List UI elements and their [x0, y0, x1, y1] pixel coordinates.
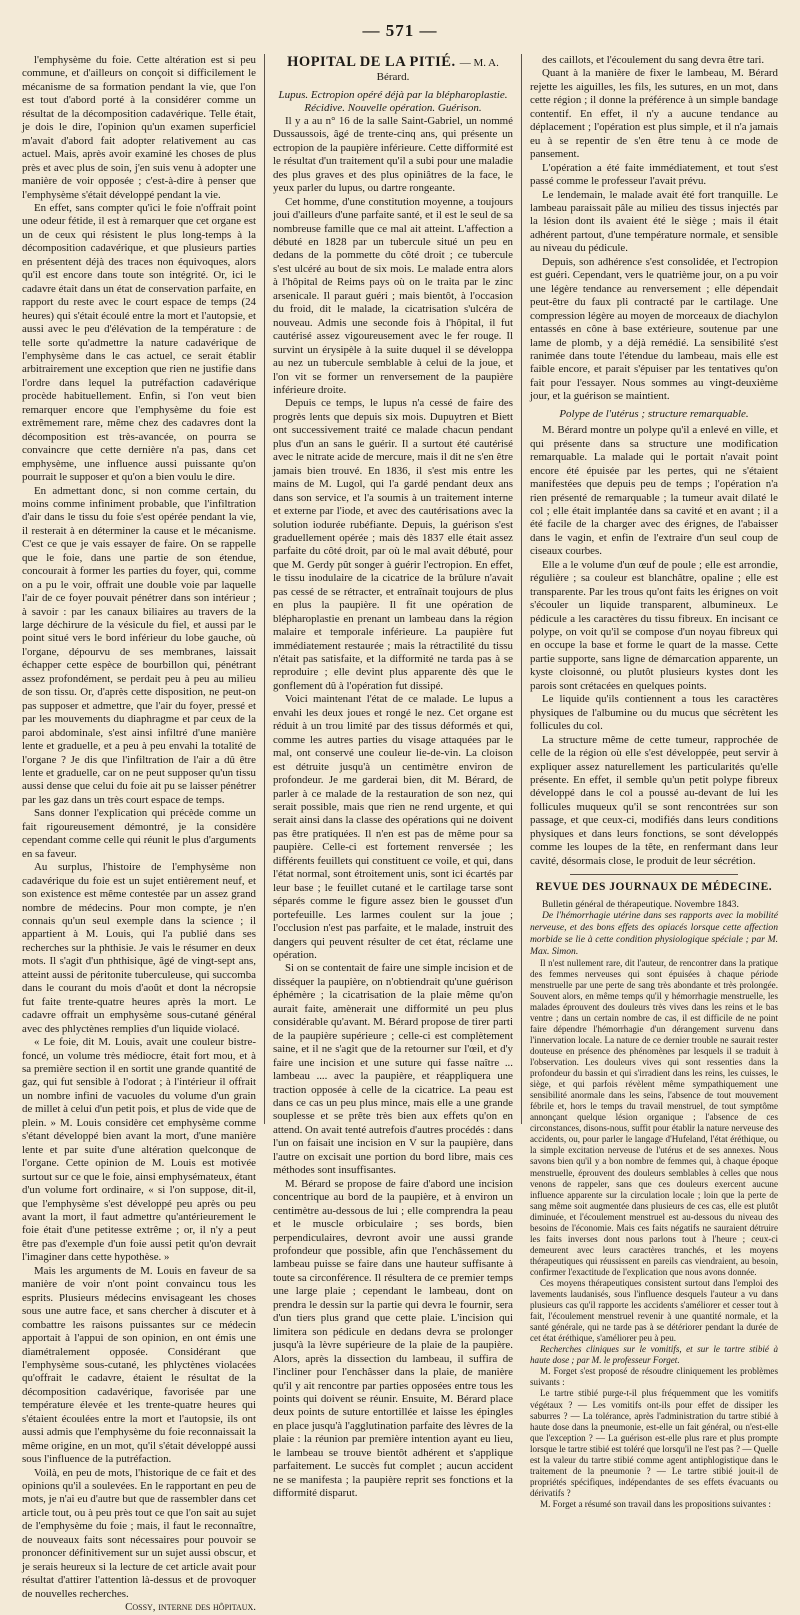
paragraph: Mais les arguments de M. Louis en faveur de sa manière de voir n'ont point convaincu tous les esprits. Plusieurs médecins envisageant les choses sous une autre face, et sans chercher à discuter et à combattre les raisons puissantes sur ce médecin apportait à l'appui de son opinion, en ont émis une diamétralement opposée. Considérant que l'emphysème sous-cutané, les phlyctènes violacées qu'offrait le cadavre, étaient le résultat de la décomposition cadavérique, favorisée par une température élevée et les trente-quatre heures qui s'étaient écoulées entre la mort et l'autopsie, ils ont aussi admis que l'emphysème du foie reconnaissait la même origine, en un mot, qu'il s'était développé aussi sous l'influence de la putréfaction.	[22, 1264, 256, 1466]
column-left	[14, 54, 264, 1614]
column-middle	[264, 54, 522, 1500]
paragraph: En admettant donc, si non comme certain, du moins comme infiniment probable, que l'infiltration d'air dans le tissu du foie s'est opérée pendant la vie, il resterait à en déterminer la cause et le mécanisme. C'est ce que je vais essayer de faire. On se rappelle que le foie, dans une partie de son étendue, concourait à former les parties du foyer, qui, comme on a pu le voir, offrait une double voie par laquelle l'air de ce foyer pouvait pénétrer dans son intérieur ; à savoir : par les canaux biliaires au travers de la large déchirure de la vésicule du fiel, et aussi par le point situé vers le bord inférieur du lobe gauche, où l'organe, dépourvu de ses membranes, laissait échapper cette espèce de bourbillon qui, pénétrant assez profondément, se perdait peu à peu au milieu de son tissu. Or, d'après cette disposition, ne peut-on pas supposer et admettre, que l'air du foyer, pressé et par les mouvements du diaphragme et par ceux de la paroi abdominale, s'est ainsi infiltré d'une manière lente et graduelle, et a peu à peu envahi la totalité de l'organe ? Je dis que l'infiltration de l'air a dû être lente et graduelle, car on ne peut supposer qu'un tissu aussi dense que celui du foie ait pu se laisser pénétrer par les gaz dans un très court espace de temps.	[22, 484, 256, 806]
paragraph: M. Bérard montre un polype qu'il a enlevé en ville, et qui présente dans sa structure une modification remarquable. La malade qui le portait n'avait point encore été épuisée par les pertes, qui ne s'étaient manifestées que depuis peu de temps ; l'opération n'a rien présenté de remarquable ; la tumeur avait dilaté le col ; elle était implantée dans sa cavité et en avant ; il a été facile de la charger avec des érignes, de l'abaisser dans le vagin, et enfin de l'extraire d'un seul coup de ciseaux courbes.	[530, 424, 778, 558]
paragraph: Il y a au n° 16 de la salle Saint-Gabriel, un nommé Dussaussois, âgé de trente-cinq ans, qui présente un ectropion de la paupière inférieure. Cette difformité est le résultat d'un traitement qu'il a subi pour une maladie des plus graves et des plus opiniâtres de la face, le yeux parler du lupus, ou dartre rongeante.	[273, 114, 513, 195]
paragraph: l'emphysème du foie. Cette altération est si peu commune, et d'ailleurs on conçoit si difficilement le mécanisme de sa formation pendant la vie, que l'on est tout d'abord porté à la considérer comme un résultat de la décomposition cadavérique. Telle était, je dois le dire, l'opinion qu'un examen superficiel m'avait d'abord fait adopter relativement au cas actuel. Mais, après avoir examiné les choses de plus près et avec plus de soin, j'en suis venu à adopter une manière de voir opposée ; c'est-à-dire à penser que l'emphysème s'était développé pendant la vie.	[22, 54, 256, 201]
bulletin-subtitle: De l'hémorrhagie utérine dans ses rapports avec la mobilité nerveuse, et des bons effets des opiacés lorsque cette affection morbide se lie à cette condition physiologique spéciale ; par M. Max. Simon.	[530, 910, 778, 957]
paragraph: Depuis ce temps, le lupus n'a cessé de faire des progrès lents que depuis six mois. Dupuytren et Biett ont successivement traité ce malade chacun pendant plus d'un an sans le guérir. Il a surtout été cautérisé avec le nitrate acide de mercure, mais il dit ne s'en être jamais bien trouvé. En 1836, il s'est mis entre les mains de M. Lugol, qui l'a gardé pendant deux ans dans son service, et l'a soumis à un traitement interne et externe par l'iode, et avec des cautérisations avec la solution iodurée rubéfiante. Depuis, la guérison s'est graduellement opérée ; mais dès 1837 elle était assez parfaite du côté droit, par où le mal avait débuté, pour que M. Gerdy pût songer à guérir l'ectropion. En effet, le tissu inodulaire de la cicatrice de la brûlure n'avait pas cessé de se rétracter, et entraînait toujours de plus en plus la paupière. Il fit une opération de blépharoplastie en prenant un lambeau dans la région malaire et temporale inférieure. La paupière fut immédiatement restaurée ; mais la rétractilité du tissu n'était pas satisfaite, et la difformité ne tarda pas à se reproduire ; elle devint plus apparente dès que le gonflement dû à l'opération fut dissipé.	[273, 397, 513, 692]
paragraph: Le tartre stibié purge-t-il plus fréquemment que les vomitifs végétaux ? — Les vomitifs ont-ils pour effet de dissiper les saburres ? — La tolérance, après l'administration du tartre stibié à haute dose dans la pneumonie, est-elle un fait général, ou n'est-elle que l'exception ? — La guérison est-elle plus rare et plus prompte lorsque le tartre stibié est toléré que lorsqu'il ne l'est pas ? — Quelle est la valeur du tartre stibié comme agent antiphlogistique dans le traitement de la pneumonie ? — Le tartre stibié jouit-il de propriétés spécifiques, indépendantes de ses effets évacuants ou dérivatifs ?	[530, 1388, 778, 1498]
paragraph: Si on se contentait de faire une simple incision et de disséquer la paupière, on n'obtiendrait qu'une guérison éphémère ; la cicatrisation de la plaie même qu'on aurait faite, amènerait une difformité un peu plus considérable qu'avant. M. Bérard propose de tirer parti de la paupière supérieure ; celle-ci est complètement saine, et il ne s'agit que de la retourner sur l'œil, et d'y faire une incision et une suture qui fasse naître ... lambeau .... avec la paupière, et réappliquera une traction opposée à celle de la cicatrice. La peau est dans ce cas un peu plus mince, mais elle a une grande souplesse et se prête très bien aux effets qu'on en attend. On avait tenté autrefois d'autres procédés : dans l'un on faisait une incision en V sur la paupière, dans l'autre on excisait une portion du bord libre, mais ces méthodes sont insuffisantes.	[273, 962, 513, 1177]
review-title: REVUE DES JOURNAUX DE MÉDECINE.	[535, 881, 773, 894]
paragraph: L'opération a été faite immédiatement, et tout s'est passé comme le professeur l'avait prévu.	[530, 161, 778, 188]
hospital-name: HOPITAL DE LA PITIÉ.	[287, 54, 456, 70]
paragraph: Depuis, son adhérence s'est consolidée, et l'ectropion est guéri. Cependant, vers le quatrième jour, on a pu voir une légère tendance au renversement ; elle dépendait peut-être du faux pli contracté par le cartilage. Une compression légère au moyen de morceaux de diachylon entassés en cône à base extérieure, soutenue par une lame de plomb, y a déjà remédié. La sensibilité s'est ranimée dans toute l'étendue du lambeau, mais elle est faible encore, et parait s'épuiser par les tentatives qu'on fait pour l'essayer. Nous sommes au vingt-deuxième jour, et la guérison se maintient.	[530, 255, 778, 403]
page-number: — 571 —	[362, 21, 438, 40]
paragraph: M. Bérard se propose de faire d'abord une incision concentrique au bord de la paupière, et à environ un centimètre au-dessous de lui ; elle comprendra la peau et le muscle orbiculaire ; ses bords, bien perpendiculaires, devront avoir une aussi grande profondeur que possible, afin que l'enchâssement du lambeau puisse se faire dans une hauteur suffisante à toute sa circonférence. Il résultera de ce premier temps une large plaie ; cependant le lambeau, dont on prendra le dessin sur la partie qui devra le fournir, sera d'un tiers plus grand que cette plaie. L'incision qui limitera son pédicule en dedans devra se prolonger jusqu'à la lèvre supérieure de la plaie de la paupière. Alors, après la dissection du lambeau, il suffira de l'incliner pour l'enchâsser dans la plaie, de manière qu'il y ait rencontre par parties opposées entre tous les points qui doivent se réunir. Ensuite, M. Bérard place deux points de suture entortillée et laisse les épingles en place jusqu'à l'agglutination parfaite des lèvres de la plaie : la réunion par première intention ayant eu lieu, le lambeau se trouve bientôt adhérent et s'applique parfaitement. Le succès fut complet ; aucun accident ne se manifesta ; la paupière reprit ses fonctions et la difformité disparut.	[273, 1177, 513, 1500]
paragraph: La structure même de cette tumeur, rapprochée de celle de la région où elle s'est développée, peut servir à expliquer assez naturellement les particularités qu'elle présente. En effet, il semble qu'un petit polype fibreux développé dans le col a poussé au-devant de lui les follicules muqueux qu'il se sont rencontrées sur son passage, et que ceux-ci, modifiés dans leurs conditions physiques et dans leurs fonctions, se sont développés comme les loupes de la tête, en renfermant dans leur cavité, désormais close, le produit de leur sécrétion.	[530, 733, 778, 867]
article-subtitle: Lupus. Ectropion opéré déjà par la blépharoplastie. Récidive. Nouvelle opération. Guérison.	[278, 88, 508, 114]
section-title: Polype de l'utérus ; structure remarquable.	[559, 407, 749, 420]
paragraph: Le lendemain, le malade avait été fort tranquille. Le lambeau paraissait pâle au milieu des tissus injectés par la lésion dont ils avaient été le siège ; mais il était adhérent partout, d'une température normale, et sensible au niveau du pédicule.	[530, 188, 778, 255]
paragraph: « Le foie, dit M. Louis, avait une couleur bistre-foncé, un volume très médiocre, était fort mou, et à sa première section il en sortit une grande quantité de gaz, qui fut sensible à l'odorat ; à l'intérieur il offrait un nombre infini de vacuoles du volume d'un grain de millet à celui d'un petit pois, et plus de vide que de plein. » M. Louis considère cet emphysème comme s'étant développé bien avant la mort, d'une manière lente et par suite d'une altération quelconque de l'organe. Cette opinion de M. Louis est motivée surtout sur ce que le foie, ainsi emphysémateux, étant d'un volume fort ordinaire, « si l'on suppose, dit-il, que l'emphysème s'est développé peu après ou peu avant la mort, il faut admettre qu'antérieurement le foie était d'une petitesse extrême ; or, il n'y a peut être pas d'exemple d'un foie aussi petit qu'on devrait l'imaginer dans cette hypothèse. »	[22, 1036, 256, 1264]
paragraph: Voilà, en peu de mots, l'historique de ce fait et des opinions qu'il a soulevées. En le rapportant en peu de mots, je n'ai eu d'autre but que de rassembler dans cet article tout, ou à peu près tout ce que l'on sait au sujet de l'emphysème du foie ; mais, il faut le reconnaître, de nouveaux faits sont nécessaires pour pouvoir se prononcer définitivement sur un sujet aussi obscur, et je serais heureux si la lecture de cet article avait pour résultat d'attirer l'attention là-dessus et de provoquer de nouvelles recherches.	[22, 1466, 256, 1600]
author-signature: Cossy, interne des hôpitaux.	[125, 1601, 256, 1614]
review-subtitle: Recherches cliniques sur le vomitifs, et sur le tartre stibié à haute dose ; par M. le professeur Forget.	[530, 1344, 778, 1366]
column-right	[522, 54, 786, 1509]
paragraph: Voici maintenant l'état de ce malade. Le lupus a envahi les deux joues et rongé le nez. Cet organe est réduit à un trou limité par des tissus déformés et qui, comme les autres parties du visage attaquées par le mal, ont conservé une couleur lie-de-vin. La cloison est détruite jusqu'à un centimètre environ de profondeur. Je me garderai bien, dit M. Bérard, de parler à ce malade de la restauration de son nez, qui serait possible, mais que rien ne rend urgente, et qui serait ainsi dans la classe des opérations qui ne doivent pas être pratiquées. Il n'en est pas de même pour sa paupière. Celle-ci est fortement renversée ; les différents feuillets qui constituent ce voile, et qui, dans l'état normal, sont étroitement unis, sont ici écartés par leur base ; le feuillet cutané et le cartilage tarse sont séparés comme le figure assez bien le gousset d'un portefeuille. Les larmes coulent sur la joue ; l'occlusion n'est pas parfaite, et le malade, instruit des dangers qui peuvent résulter de cet état, réclame une opération.	[273, 693, 513, 961]
review-body	[530, 958, 778, 1510]
article-header	[273, 56, 513, 85]
paragraph: M. Forget s'est proposé de résoudre cliniquement les problèmes suivants :	[530, 1366, 778, 1388]
bulletin-title: Bulletin général de thérapeutique. Novembre 1843.	[542, 898, 739, 910]
paragraph: Quant à la manière de fixer le lambeau, M. Bérard rejette les aiguilles, les fils, les sutures, en un mot, dans cette région ; il donne la préférence à un simple bandage contentif. En effet, il n'y a aucune tendance au déplacement ; l'opération est plus simple, et il n'a jamais eu à se repentir de s'en être tenu à ce mode de pansement.	[530, 67, 778, 161]
paragraph: Au surplus, l'histoire de l'emphysème non cadavérique du foie est un sujet entièrement neuf, et son existence est même contestée par un assez grand nombre de médecins. Pour mon compte, je n'en connais qu'un seul exemple dans la science ; il appartient à M. Louis, qui l'a publié dans ses recherches sur la phthisie. Je vais le résumer en deux mots. Il s'agit d'un phthisique, âgé de vingt-sept ans, atteint aussi de péritonite tuberculeuse, qui succomba dans le courant du mois d'août et dont la nécropsie fut faite trente-quatre heures après la mort. Le cadavre offrait un emphysème sous-cutané général avec des phlyctènes remplies d'un liquide violacé.	[22, 861, 256, 1035]
paragraph: En effet, sans compter qu'ici le foie n'offrait point une odeur fétide, il est à remarquer que cet organe est un de ceux qui résistent le plus long-temps à la décomposition cadavérique, et que plusieurs parties en présentent déjà des traces non équivoques, alors qu'il est encore dans toute son intégrité. Or, ici le cadavre était dans un état de conservation parfaite, en rapport du reste avec le court espace de temps (24 heures) qui s'était écoulé entre la mort et l'autopsie, et aussi avec le peu d'élévation de la température : de telle sorte qu'admettre la nature cadavérique de l'emphysème dans le cas actuel, ce serait établir arbitrairement une exception que rien ne justifie dans l'ordre dans lequel la putréfaction cadavérique procède habituellement. Enfin, si l'on veut bien remarquer encore que l'emphysème du foie est extrêmement rare, même chez des cadavres dont la décomposition est très-avancée, on pourra se convaincre que cette dernière n'a pas, dans cet emphysème, une influence aussi puissante qu'on pourrait le supposer et qu'on a bien voulu le dire.	[22, 201, 256, 484]
paragraph: Il n'est nullement rare, dit l'auteur, de rencontrer dans la pratique des femmes nerveuses qui sont épuisées à chaque période menstruelle par une perte de sang très abondante et très prolongée. Souvent alors, en même temps qu'il y hémorrhagie menstruelle, les malades éprouvent des douleurs très vives dans les reins et le bas ventre ; dans un certain nombre de cas, il est difficile de ne point faire dépendre l'hémorrhagie d'un dérangement survenu dans l'innervation locale. La nature de ce dernier trouble ne saurait rester douteuse en présence des phénomènes par lesquels il se traduit à l'observation. Les douleurs vives qui sont ressenties dans la profondeur du bassin et qui s'irradient dans les reins, les cuisses, le siège, et qui parfois révèlent même sympathiquement une sensibilité anormale dans les seins, l'absence de tout mouvement fébrile et, hors le temps du travail menstruel, de tout symptôme annonçant quelque lésion organique ; l'absence de ces circonstances, disons-nous, suffit pour établir la nature nerveuse des accidents, ou, pour parler le langage d'Hufeland, l'état éréthique, ou la simple excitation nerveuse de l'utérus et de ses annexes. Nous savons bien qu'il y a bon nombre de femmes qui, à chaque époque menstruelle, éprouvent des douleurs semblables à celles que nous venons de rappeler, sans que ces douleurs exercent aucune influence apparente sur la circulation locale ; loin que la perte de sang même soit augmentée dans plusieurs de ces cas, elle est plutôt diminuée, et l'écoulement menstruel est au-dessous du niveau des besoins de l'économie. Mais ces faits négatifs ne sauraient détruire les faits inverses dont nous parlons tout à l'heure ; ceux-ci demeurent avec leurs caractères tranchés, et les moyens thérapeutiques qui réussissent en pareils cas viendraient, au besoin, confirmer l'exactitude de l'explication que nous avons donnée.	[530, 957, 778, 1277]
paragraph: M. Forget a résumé son travail dans les propositions suivantes :	[540, 1498, 771, 1509]
doctor-name: — M. A. Bérard.	[376, 57, 499, 84]
divider	[570, 874, 738, 875]
paragraph: Sans donner l'explication qui précède comme un fait rigoureusement démontré, je la considère cependant comme celle qui réunit le plus d'arguments en sa faveur.	[22, 807, 256, 860]
paragraph: des caillots, et l'écoulement du sang devra être tari.	[542, 54, 765, 66]
paragraph: Cet homme, d'une constitution moyenne, a toujours joui d'ailleurs d'une parfaite santé, et il est le seul de sa nombreuse famille que ce mal ait atteint. L'affection a débuté en 1828 par un tubercule situé un peu en dedans de la pommette du côté droit ; ce tubercule s'est ulcéré au bout de six mois. Le malade entra alors à l'hôpital de Reims pays où on le traita par le zinc arsenicale. Il paraut guéri ; mais bientôt, à l'occasion du froid, dit le malade, la cicatrisation s'ulcéra de nouveau. Admis une seconde fois à l'hôpital, il fut cautérisé assez vigoureusement avec le fer rouge. Il survint un érysipèle à la suite duquel il se développa au nez un tubercule semblable à celui de la joue, et l'on vit se former un renversement de la paupière inférieure droite.	[273, 195, 513, 396]
columns	[14, 54, 786, 1614]
paragraph: Le liquide qu'ils contiennent a tous les caractères physiques de l'albumine ou du mucus que sécrètent les follicules du col.	[530, 693, 778, 733]
paragraph: Elle a le volume d'un œuf de poule ; elle est arrondie, régulière ; sa couleur est blanchâtre, opaline ; elle est transparente. Par les trous qu'ont faits les érignes on voit s'écouler un liquide transparent, albumineux. Le pédicule a les caractères du tissu fibreux. En incisant ce polype, on voit qu'il se compose d'un noyau fibreux qui en occupe la base et forme le quart de la masse. Cette partie supporte, sans ligne de démarcation apparente, un kyste cloisonné, ou plutôt plusieurs kystes dont les parois sont crétacées en quelques points.	[530, 558, 778, 692]
paragraph: Ces moyens thérapeutiques consistent surtout dans l'emploi des lavements laudanisés, sous l'influence desquels l'auteur a vu dans plusieurs cas qu'il rapporte les accidents s'améliorer et cesser tout à fait, l'écoulement menstruel revenir à une quantité normale, et la santé générale, qui ne tarde pas à se détériorer pendant la durée de cet état éréthique, s'améliorer peu à peu.	[530, 1277, 778, 1344]
